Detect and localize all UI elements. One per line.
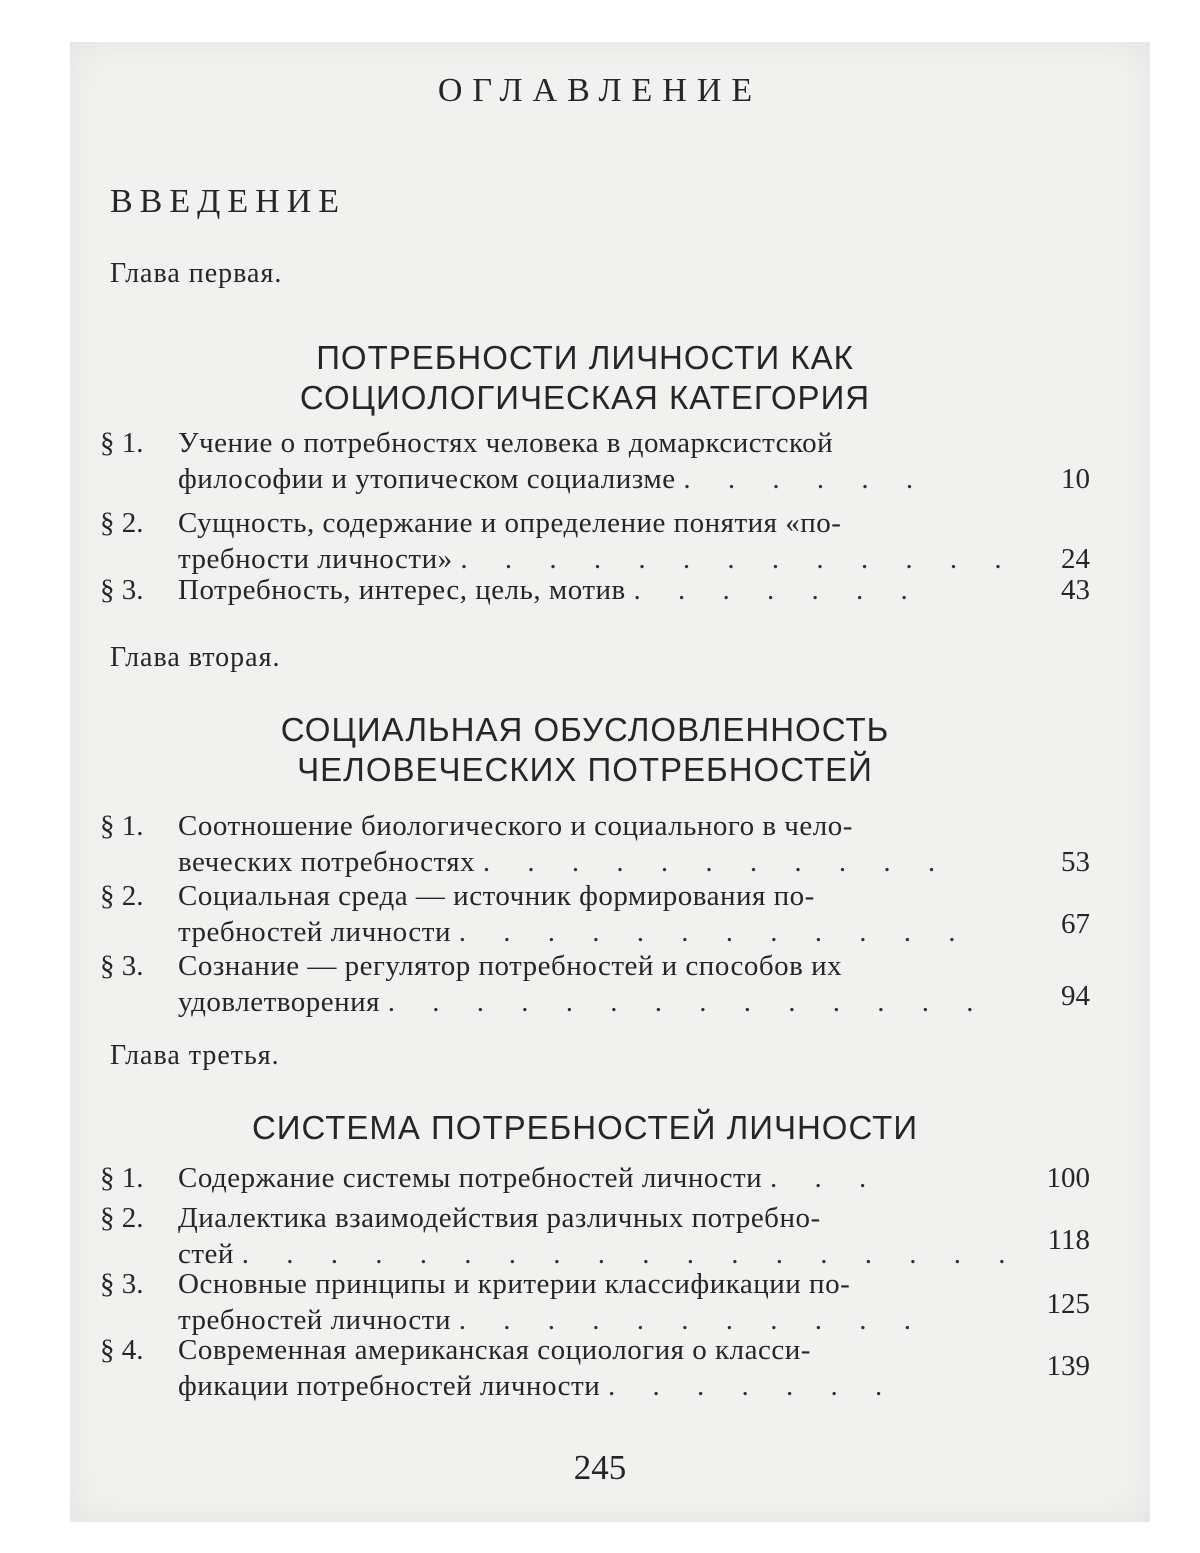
toc-entry[interactable] — [100, 572, 1090, 612]
page-ref: 24 — [1061, 543, 1090, 575]
chapter-title — [0, 338, 1170, 418]
page-ref: 43 — [1061, 574, 1090, 606]
section-number: § 2. — [100, 880, 144, 912]
chapter-label: Глава первая. — [110, 258, 283, 289]
section-number: § 3. — [100, 574, 144, 606]
introduction-heading: ВВЕДЕНИЕ — [110, 183, 346, 220]
section-number: § 3. — [100, 1268, 144, 1300]
section-number: § 2. — [100, 1202, 144, 1234]
chapter-title — [0, 1108, 1170, 1148]
chapter-title-line: ПОТРЕБНОСТИ ЛИЧНОСТИ КАК — [316, 339, 854, 376]
page-ref: 125 — [1046, 1288, 1090, 1320]
section-title: Современная американская социология о класси- фикации потребностей личности . . . . . . . — [178, 1334, 898, 1402]
section-number: § 3. — [100, 950, 144, 982]
section-title: Диалектика взаимодействия различных потребно- стей . . . . . . . . . . . . . . . . . . — [178, 1202, 1021, 1270]
page-ref: 139 — [1046, 1350, 1090, 1382]
section-title: Соотношение биологического и социального в чело- веческих потребностях . . . . . . . . . . . — [178, 810, 951, 878]
section-number: § 1. — [100, 810, 144, 842]
toc-entry[interactable] — [100, 808, 1090, 888]
section-number: § 1. — [100, 1162, 144, 1194]
section-title: Основные принципы и критерии классификации по- требностей личности . . . . . . . . . . . — [178, 1268, 926, 1336]
section-number: § 2. — [100, 507, 144, 539]
page-ref: 94 — [1061, 980, 1090, 1012]
chapter-title-line: ЧЕЛОВЕЧЕСКИХ ПОТРЕБНОСТЕЙ — [297, 751, 873, 788]
toc-entry[interactable] — [100, 1160, 1090, 1200]
page-ref: 100 — [1046, 1162, 1090, 1194]
chapter-label: Глава вторая. — [110, 642, 281, 673]
toc-title: ОГЛАВЛЕНИЕ — [437, 72, 763, 109]
page-ref: 53 — [1061, 846, 1090, 878]
section-number: § 1. — [100, 427, 144, 459]
toc-entry[interactable] — [100, 948, 1090, 1028]
chapter-title-line: СОЦИОЛОГИЧЕСКАЯ КАТЕГОРИЯ — [299, 379, 871, 416]
toc-entry[interactable] — [100, 425, 1090, 505]
page-ref: 67 — [1061, 908, 1090, 940]
section-number: § 4. — [100, 1334, 144, 1366]
page-ref: 10 — [1061, 463, 1090, 495]
section-title: Сущность, содержание и определение понятия «по- требности личности» . . . . . . . . . . . . . — [178, 507, 1017, 575]
toc-entry[interactable] — [100, 878, 1090, 958]
section-title: Социальная среда — источник формирования по- требностей личности . . . . . . . . . . . . — [178, 880, 971, 948]
chapter-title — [0, 710, 1170, 790]
section-title: Содержание системы потребностей личности . . . — [178, 1162, 882, 1194]
chapter-label: Глава третья. — [110, 1040, 280, 1071]
section-title: Сознание — регулятор потребностей и способов их удовлетворения . . . . . . . . . . . . . . — [178, 950, 989, 1018]
section-title: Потребность, интерес, цель, мотив . . . . . . . — [178, 574, 923, 606]
chapter-title-line: СОЦИАЛЬНАЯ ОБУСЛОВЛЕННОСТЬ — [280, 711, 890, 748]
section-title: Учение о потребностях человека в домарксистской философии и утопическом социализме . . . . . . — [178, 427, 929, 495]
page-ref: 118 — [1047, 1224, 1090, 1256]
chapter-title-line: СИСТЕМА ПОТРЕБНОСТЕЙ ЛИЧНОСТИ — [251, 1109, 919, 1146]
page-number: 245 — [573, 1448, 627, 1487]
toc-entry[interactable] — [100, 1332, 1090, 1412]
